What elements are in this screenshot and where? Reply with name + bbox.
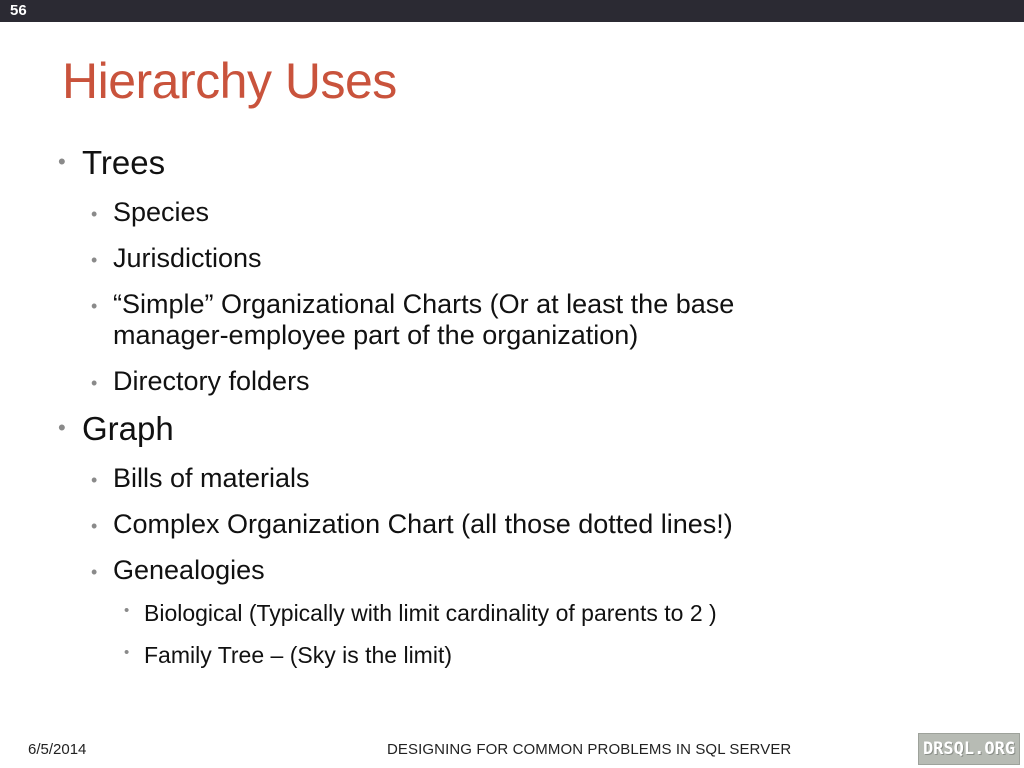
bullet-dot-icon: • bbox=[124, 602, 130, 619]
bullet-org-charts-continued bbox=[113, 320, 638, 351]
bullet-bills-of-materials bbox=[91, 463, 310, 494]
bullet-dot-icon: • bbox=[91, 204, 98, 224]
bullet-label: Trees bbox=[82, 144, 166, 181]
bullet-directory-folders bbox=[91, 366, 310, 397]
bullet-dot-icon: • bbox=[91, 373, 98, 393]
bullet-label: Family Tree – (Sky is the limit) bbox=[144, 642, 452, 668]
bullet-label: Species bbox=[113, 197, 210, 227]
footer-title: DESIGNING FOR COMMON PROBLEMS IN SQL SERVER bbox=[387, 741, 792, 758]
bullet-species bbox=[91, 197, 210, 228]
bullet-genealogies bbox=[91, 555, 265, 586]
bullet-label: Directory folders bbox=[113, 366, 310, 396]
bullet-complex-org-chart bbox=[91, 509, 733, 540]
drsql-logo bbox=[918, 733, 1020, 765]
bullet-dot-icon: • bbox=[91, 296, 98, 316]
bullet-dot-icon: • bbox=[58, 149, 66, 174]
bullet-graph bbox=[58, 410, 174, 448]
bullet-dot-icon: • bbox=[91, 516, 98, 536]
bullet-dot-icon: • bbox=[58, 415, 66, 440]
bullet-label: Biological (Typically with limit cardinality of parents to 2 ) bbox=[144, 600, 717, 626]
bullet-label: “Simple” Organizational Charts (Or at least the base bbox=[113, 289, 735, 319]
bullet-label: Graph bbox=[82, 410, 174, 447]
bullet-label: manager-employee part of the organization) bbox=[113, 320, 639, 350]
bullet-dot-icon: • bbox=[91, 562, 98, 582]
bullet-org-charts bbox=[91, 289, 735, 320]
bullet-biological bbox=[124, 600, 717, 627]
slide-title: Hierarchy Uses bbox=[62, 53, 397, 109]
logo-text: DRSQL.ORG bbox=[922, 739, 1016, 759]
bullet-label: Complex Organization Chart (all those dotted lines!) bbox=[113, 509, 733, 539]
bullet-label: Genealogies bbox=[113, 555, 265, 585]
footer-date: 6/5/2014 bbox=[28, 741, 87, 758]
bullet-family-tree bbox=[124, 642, 452, 669]
bullet-dot-icon: • bbox=[91, 470, 98, 490]
bullet-dot-icon: • bbox=[124, 644, 130, 661]
bullet-trees bbox=[58, 144, 166, 182]
slide-number: 56 bbox=[10, 2, 27, 19]
bullet-jurisdictions bbox=[91, 243, 262, 274]
bullet-label: Bills of materials bbox=[113, 463, 310, 493]
bullet-dot-icon: • bbox=[91, 250, 98, 270]
bullet-label: Jurisdictions bbox=[113, 243, 262, 273]
